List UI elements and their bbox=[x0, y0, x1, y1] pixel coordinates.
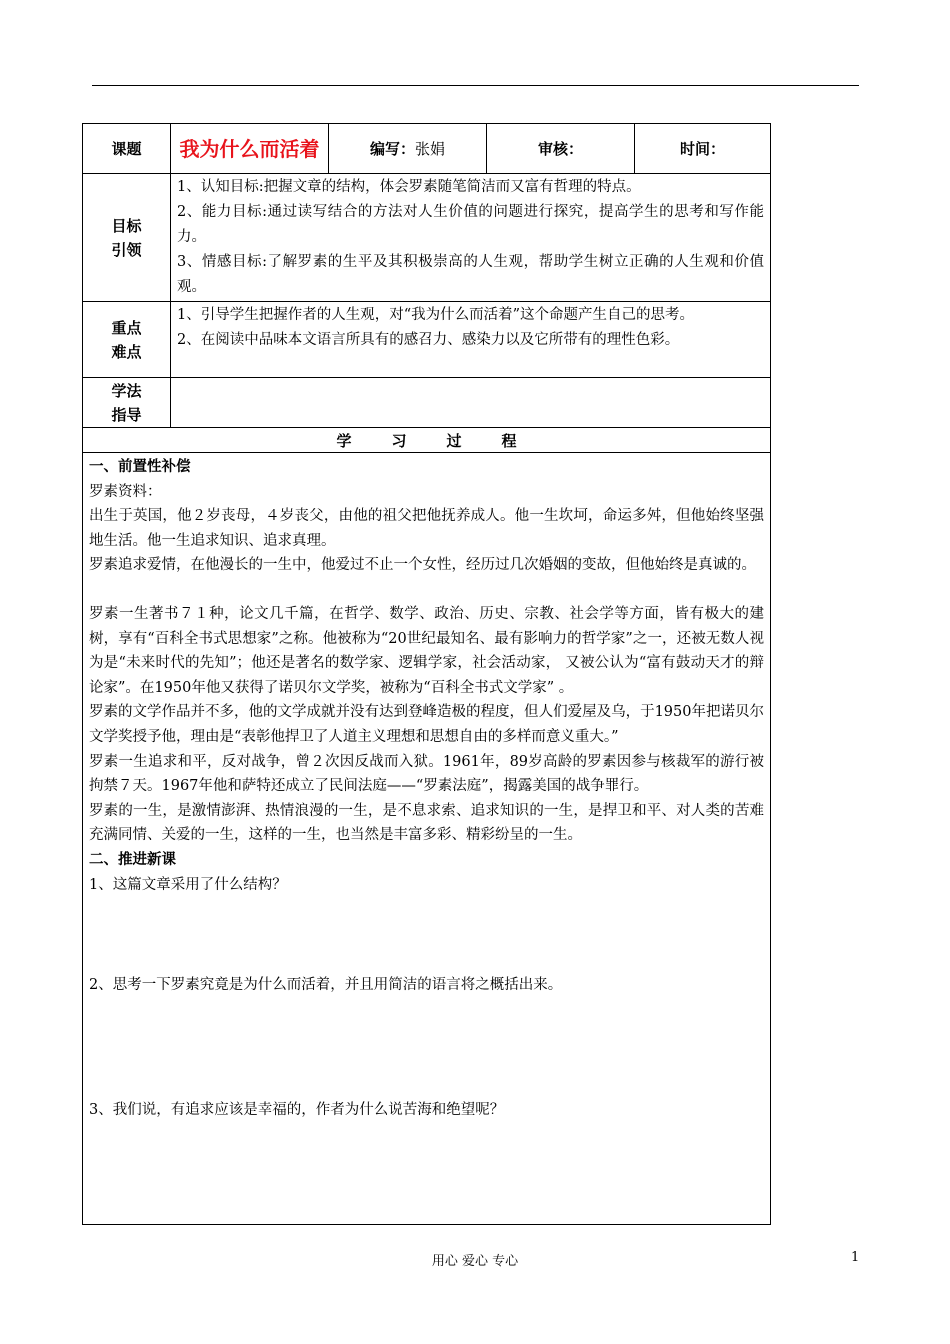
section1-title: 一、前置性补偿 bbox=[89, 459, 191, 475]
paragraph: 罗素的一生，是激情澎湃、热情浪漫的一生，是不息求索、追求知识的一生，是捍卫和平、对人类的苦难充满同情、关爱的一生，这样的一生，也当然是丰富多彩、精彩纷呈的一生。 bbox=[89, 802, 764, 844]
goal-item: 3、情感目标:了解罗素的生平及其积极崇高的人生观，帮助学生树立正确的人生观和价值观。 bbox=[177, 254, 764, 295]
method-content bbox=[171, 378, 771, 428]
key-points-label bbox=[83, 302, 171, 378]
method-label-line2: 指导 bbox=[111, 405, 142, 424]
method-label-line1: 学法 bbox=[111, 381, 142, 400]
key-points-label-line2: 难点 bbox=[111, 342, 142, 361]
key-point-item: 2、在阅读中品味本文语言所具有的感召力、感染力以及它所带有的理性色彩。 bbox=[177, 332, 680, 348]
goals-content bbox=[171, 174, 771, 302]
goals-row bbox=[83, 174, 771, 302]
key-point-item: 1、引导学生把握作者的人生观，对“我为什么而活着”这个命题产生自己的思考。 bbox=[177, 307, 695, 323]
key-points-row bbox=[83, 302, 771, 378]
time-label: 时间： bbox=[635, 124, 771, 174]
process-body bbox=[83, 453, 771, 1225]
paragraph: 罗素的文学作品并不多，他的文学成就并没有达到登峰造极的程度，但人们爱屋及乌，于1950年把诺贝尔文学奖授予他，理由是“表彰他捍卫了人道主义理想和思想自由的多样而意义重大。” bbox=[89, 704, 764, 745]
process-heading: 学习过程 bbox=[83, 428, 771, 453]
process-heading-row bbox=[83, 428, 771, 453]
goals-label bbox=[83, 174, 171, 302]
lesson-plan-table bbox=[82, 123, 771, 1225]
review-label: 审核： bbox=[487, 124, 635, 174]
author-name: 张娟 bbox=[415, 140, 446, 158]
method-label bbox=[83, 378, 171, 428]
paragraph: 罗素追求爱情，在他漫长的一生中，他爱过不止一个女性，经历过几次婚姻的变故，但他始终是真诚的。 bbox=[89, 557, 756, 574]
goal-item: 2、能力目标:通过读写结合的方法对人生价值的问题进行探究，提高学生的思考和写作能力。 bbox=[177, 204, 764, 245]
answer-space bbox=[89, 998, 764, 1098]
header-rule bbox=[92, 85, 859, 86]
blank-line bbox=[89, 578, 764, 602]
footer-motto: 用心 爱心 专心 bbox=[431, 1254, 519, 1269]
goals-label-line1: 目标 bbox=[111, 216, 142, 235]
author-cell bbox=[329, 124, 487, 174]
goals-label-line2: 引领 bbox=[111, 240, 142, 259]
paragraph: 罗素一生追求和平，反对战争，曾２次因反战而入狱。1961年，89岁高龄的罗素因参与核裁军的游行被拘禁７天。1967年他和萨特还成立了民间法庭——“罗素法庭”，揭露美国的战争罪行。 bbox=[89, 753, 764, 795]
page-number: 1 bbox=[851, 1250, 860, 1265]
lesson-title: 我为什么而活着 bbox=[171, 124, 329, 174]
author-label: 编写： bbox=[369, 140, 415, 158]
method-row bbox=[83, 378, 771, 428]
question-1: 1、这篇文章采用了什么结构？ bbox=[89, 876, 287, 893]
paragraph: 罗素资料： bbox=[89, 483, 162, 500]
question-2: 2、思考一下罗素究竟是为什么而活着，并且用简洁的语言将之概括出来。 bbox=[89, 977, 563, 994]
goal-item: 1、认知目标:把握文章的结构，体会罗素随笔简洁而又富有哲理的特点。 bbox=[177, 179, 641, 195]
paragraph: 出生于英国，他２岁丧母，４岁丧父，由他的祖父把他抚养成人。他一生坎坷，命运多舛，但他始终坚强地生活。他一生追求知识、追求真理。 bbox=[89, 508, 764, 549]
section2-title: 二、推进新课 bbox=[89, 851, 176, 868]
topic-label: 课题 bbox=[83, 124, 171, 174]
question-3: 3、我们说，有追求应该是幸福的，作者为什么说苦海和绝望呢？ bbox=[89, 1101, 505, 1118]
header-row bbox=[83, 124, 771, 174]
paragraph: 罗素一生著书７１种，论文几千篇，在哲学、数学、政治、历史、宗教、社会学等方面，皆有极大的建树，享有“百科全书式思想家”之称。他被称为“20世纪最知名、最有影响力的哲学家”之一，还被无数人视为是“未来时代的先知”；他还是著名的数学家、逻辑学家，社会活动家， 又被公认为“富有鼓动天才的辩论家”。在1950年他又获得了诺贝尔文学奖，被称为“百科全书式文学家” 。 bbox=[89, 605, 764, 696]
answer-space bbox=[89, 897, 764, 973]
key-points-content bbox=[171, 302, 771, 378]
process-body-row bbox=[83, 453, 771, 1225]
key-points-label-line1: 重点 bbox=[111, 318, 142, 337]
